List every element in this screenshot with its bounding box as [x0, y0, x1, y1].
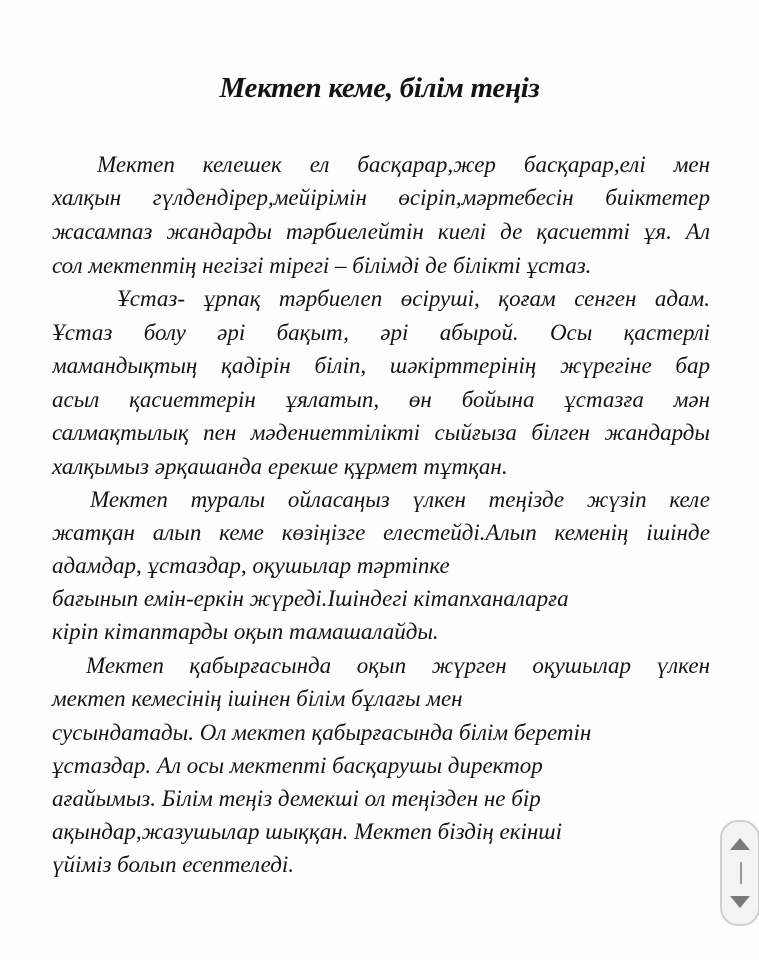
- text-line: Ұстаз- ұрпақ тәрбиелеп өсіруші, қоғам сенген адам.: [117, 286, 710, 311]
- text-line: кіріп кітаптарды оқып тамашалайды.: [52, 619, 439, 644]
- scroll-control[interactable]: [720, 820, 759, 926]
- scroll-up-icon[interactable]: [730, 838, 750, 850]
- text-line: жатқан алып кеме көзіңізге елестейді.Алып кеменің ішінде: [52, 520, 710, 545]
- text-line: жасампаз жандарды тәрбиелейтін киелі де қасиетті ұя. Ал: [52, 219, 710, 244]
- scroll-down-icon[interactable]: [730, 896, 750, 908]
- text-line: сол мектептің негізгі тірегі – білімді де білікті ұстаз.: [52, 253, 592, 278]
- text-line: мектеп кемесінің ішінен білім бұлағы мен: [52, 686, 463, 711]
- text-line: Мектеп қабырғасында оқып жүрген оқушылар үлкен: [86, 653, 710, 678]
- text-line: халқын гүлдендірер,мейірімін өсіріп,мәртебесін биіктетер: [52, 185, 710, 210]
- text-line: Мектеп келешек ел басқарар,жер басқарар,елі мен: [97, 152, 710, 177]
- text-line: бағынып емін-еркін жүреді.Ішіндегі кітапханаларға: [52, 586, 569, 611]
- text-line: салмақтылық пен мәдениеттілікті сыйғыза білген жандарды: [52, 420, 710, 445]
- text-line: ұстаздар. Ал осы мектепті басқарушы директор: [52, 753, 543, 778]
- text-line: мамандықтың қадірін біліп, шәкірттерінің жүрегіне бар: [52, 353, 710, 378]
- text-line: сусындатады. Ол мектеп қабырғасында білім беретін: [52, 720, 592, 745]
- text-line: үйіміз болып есептеледі.: [52, 852, 295, 877]
- text-line: адамдар, ұстаздар, оқушылар тәртіпке: [52, 553, 450, 578]
- text-line: Мектеп туралы ойласаңыз үлкен теңізде жүзіп келе: [90, 487, 710, 512]
- text-line: ақындар,жазушылар шыққан. Мектеп біздің екінші: [52, 819, 563, 844]
- scroll-divider: [740, 862, 742, 884]
- text-line: Ұстаз болу әрі бақыт, әрі абырой. Осы қастерлі: [52, 320, 710, 345]
- text-line: халқымыз әрқашанда ерекше құрмет тұтқан.: [52, 454, 508, 479]
- text-line: ағайымыз. Білім теңіз демекші ол теңізден не бір: [52, 786, 541, 811]
- document-title: Мектеп кеме, білім теңіз: [219, 72, 540, 104]
- text-line: асыл қасиеттерін ұялатып, өн бойына ұстазға мән: [52, 387, 710, 412]
